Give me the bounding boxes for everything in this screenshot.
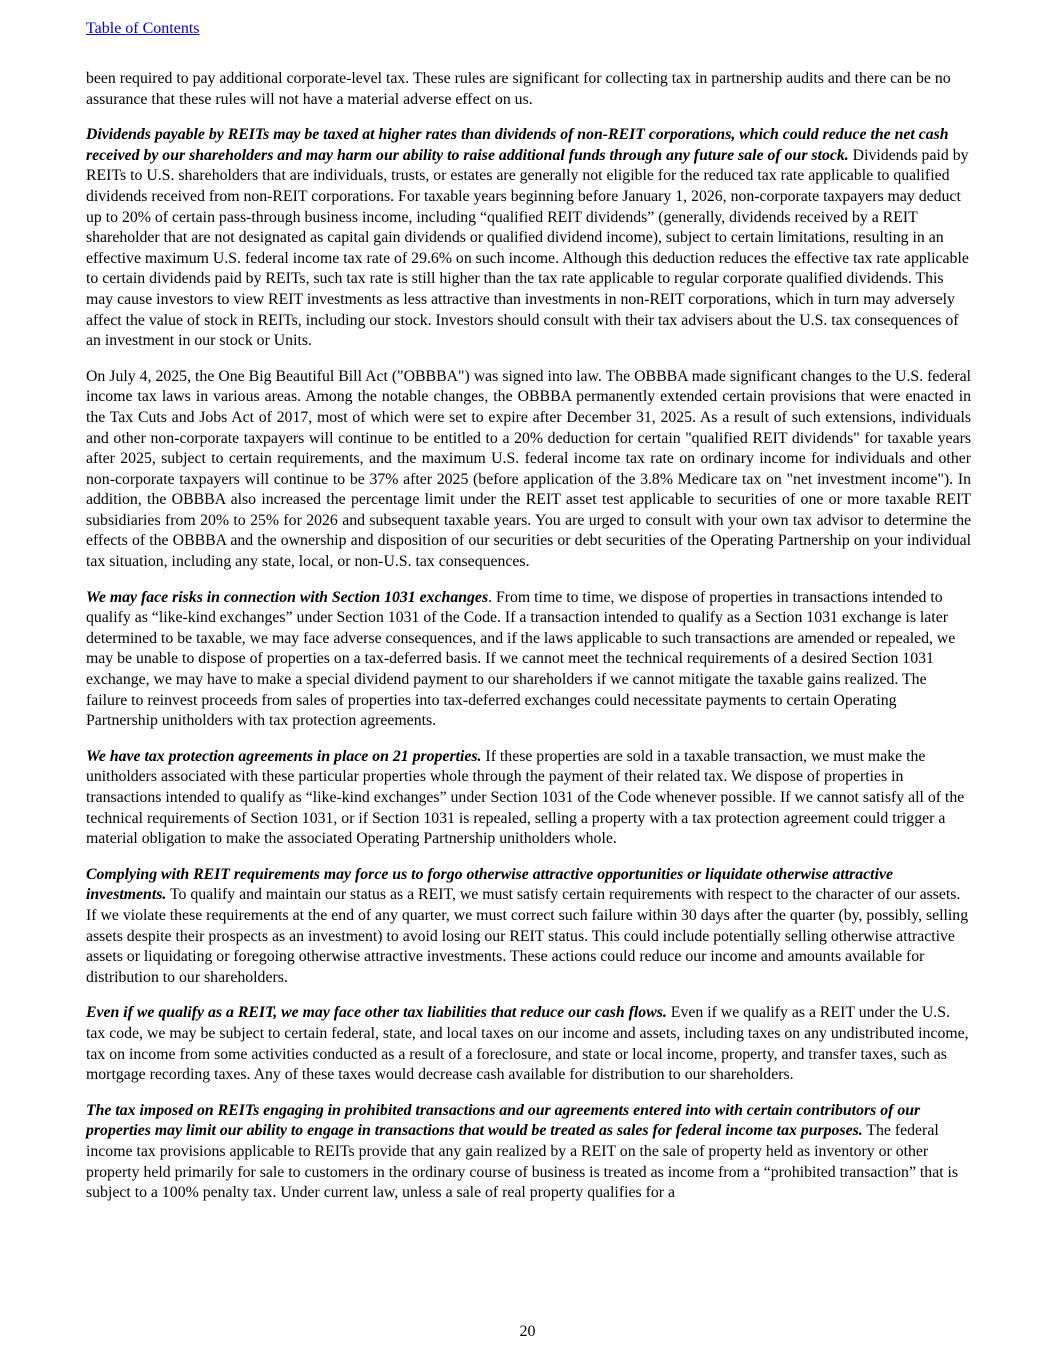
paragraph-lead: We have tax protection agreements in place on 21 properties.	[86, 747, 482, 765]
paragraph-reit-requirements	[86, 865, 971, 989]
paragraph-obbba	[86, 367, 971, 573]
paragraph-partnership-audit	[86, 69, 971, 110]
paragraph-lead: We may face risks in connection with Section 1031 exchanges	[86, 588, 489, 606]
paragraph-text: been required to pay additional corporate-level tax. These rules are significant for collecting tax in partnership audits and there can be no assurance that these rules will not have a material adverse effect on us.	[86, 70, 951, 108]
table-of-contents-link[interactable]: Table of Contents	[86, 20, 200, 37]
paragraph-other-tax-liabilities	[86, 1003, 971, 1085]
paragraph-text: Dividends paid by REITs to U.S. shareholders that are individuals, trusts, or estates are generally not eligible for the reduced tax rate applicable to qualified dividends received from non-REIT corporations. For taxable years beginning before January 1, 2026, non-corporate taxpayers may deduct up to 20% of certain pass-through business income, including “qualified REIT dividends” (generally, dividends received by a REIT shareholder that are not designated as capital gain dividends or qualified dividend income), subject to certain limitations, resulting in an effective maximum U.S. federal income tax rate of 29.6% on such income. Although this deduction reduces the effective tax rate applicable to certain dividends paid by REITs, such tax rate is still higher than the tax rate applicable to regular corporate qualified dividends. This may cause investors to view REIT investments as less attractive than investments in non-REIT corporations, which in turn may adversely affect the value of stock in REITs, including our stock. Investors should consult with their tax advisers about the U.S. tax consequences of an investment in our stock or Units.	[86, 146, 969, 350]
paragraph-text: To qualify and maintain our status as a REIT, we must satisfy certain requirements with respect to the character of our assets. If we violate these requirements at the end of any quarter, we must correct such failure within 30 days after the quarter (by, possibly, selling assets despite their prospects as an investment) to avoid losing our REIT status. This could include potentially selling otherwise attractive assets or liquidating or foregoing otherwise attractive investments. These actions could reduce our income and amounts available for distribution to our shareholders.	[86, 886, 969, 986]
paragraph-prohibited-transactions	[86, 1101, 971, 1204]
paragraph-lead: The tax imposed on REITs engaging in prohibited transactions and our agreements entered into with certain contributors of our properties may limit our ability to engage in transactions that would be treated as sales for federal income tax purposes.	[86, 1101, 921, 1140]
paragraph-lead: Complying with REIT requirements may force us to forgo otherwise attractive opportunities or liquidate otherwise attractive investments.	[86, 865, 893, 904]
paragraph-text: On July 4, 2025, the One Big Beautiful Bill Act ("OBBBA") was signed into law. The OBBBA made significant changes to the U.S. federal income tax laws in various areas. Among the notable changes, the OBBBA permanently extended certain provisions that were enacted in the Tax Cuts and Jobs Act of 2017, most of which were set to expire after December 31, 2025. As a result of such extensions, individuals and other non-corporate taxpayers will continue to be entitled to a 20% deduction for certain "qualified REIT dividends" for taxable years after 2025, subject to certain requirements, and the maximum U.S. federal income tax rate on ordinary income for individuals and other non-corporate taxpayers will continue to be 37% after 2025 (before application of the 3.8% Medicare tax on "net investment income"). In addition, the OBBBA also increased the percentage limit under the REIT asset test applicable to securities of one or more taxable REIT subsidiaries from 20% to 25% for 2026 and subsequent taxable years. You are urged to consult with your own tax advisor to determine the effects of the OBBBA and the ownership and disposition of our securities or debt securities of the Operating Partnership on your individual tax situation, including any state, local, or non-U.S. tax consequences.	[86, 367, 971, 571]
page-number: 20	[519, 1323, 536, 1340]
paragraph-lead: Even if we qualify as a REIT, we may face other tax liabilities that reduce our cash flows.	[86, 1004, 667, 1022]
paragraph-reit-dividends	[86, 125, 971, 352]
paragraph-text: If these properties are sold in a taxable transaction, we must make the unitholders associated with these particular properties whole through the payment of their related tax. We dispose of properties in transactions intended to qualify as “like-kind exchanges” under Section 1031 of the Code whenever possible. If we cannot satisfy all of the technical requirements of Section 1031, or if Section 1031 is repealed, selling a property with a tax protection agreement could trigger a material obligation to make the associated Operating Partnership unitholders whole.	[86, 747, 965, 848]
paragraph-section-1031	[86, 588, 971, 732]
paragraph-text: . From time to time, we dispose of properties in transactions intended to qualify as “like-kind exchanges” under Section 1031 of the Code. If a transaction intended to qualify as a Section 1031 exchange is later determined to be taxable, we may face adverse consequences, and if the laws applicable to such transactions are amended or repealed, we may be unable to dispose of properties on a tax-deferred basis. If we cannot meet the technical requirements of a desired Section 1031 exchange, we may have to make a special dividend payment to our shareholders if we cannot mitigate the taxable gains realized. The failure to reinvest proceeds from sales of properties into tax-deferred exchanges could necessitate payments to certain Operating Partnership unitholders with tax protection agreements.	[86, 588, 956, 730]
paragraph-lead: Dividends payable by REITs may be taxed at higher rates than dividends of non-REIT corporations, which could reduce the net cash received by our shareholders and may harm our ability to raise additional funds through any future sale of our stock.	[86, 126, 949, 164]
document-body	[86, 69, 971, 1219]
paragraph-tax-protection	[86, 747, 971, 850]
paragraph-text: The federal income tax provisions applicable to REITs provide that any gain realized by a REIT on the sale of property held as inventory or other property held primarily for sale to customers in the ordinary course of business is treated as income from a “prohibited transaction” that is subject to a 100% penalty tax. Under current law, unless a sale of real property qualifies for a	[86, 1122, 959, 1202]
paragraph-text: Even if we qualify as a REIT under the U.S. tax code, we may be subject to certain federal, state, and local taxes on our income and assets, including taxes on any undistributed income, tax on income from some activities conducted as a result of a foreclosure, and state or local income, property, and transfer taxes, such as mortgage recording taxes. Any of these taxes would decrease cash available for distribution to our shareholders.	[86, 1004, 969, 1084]
